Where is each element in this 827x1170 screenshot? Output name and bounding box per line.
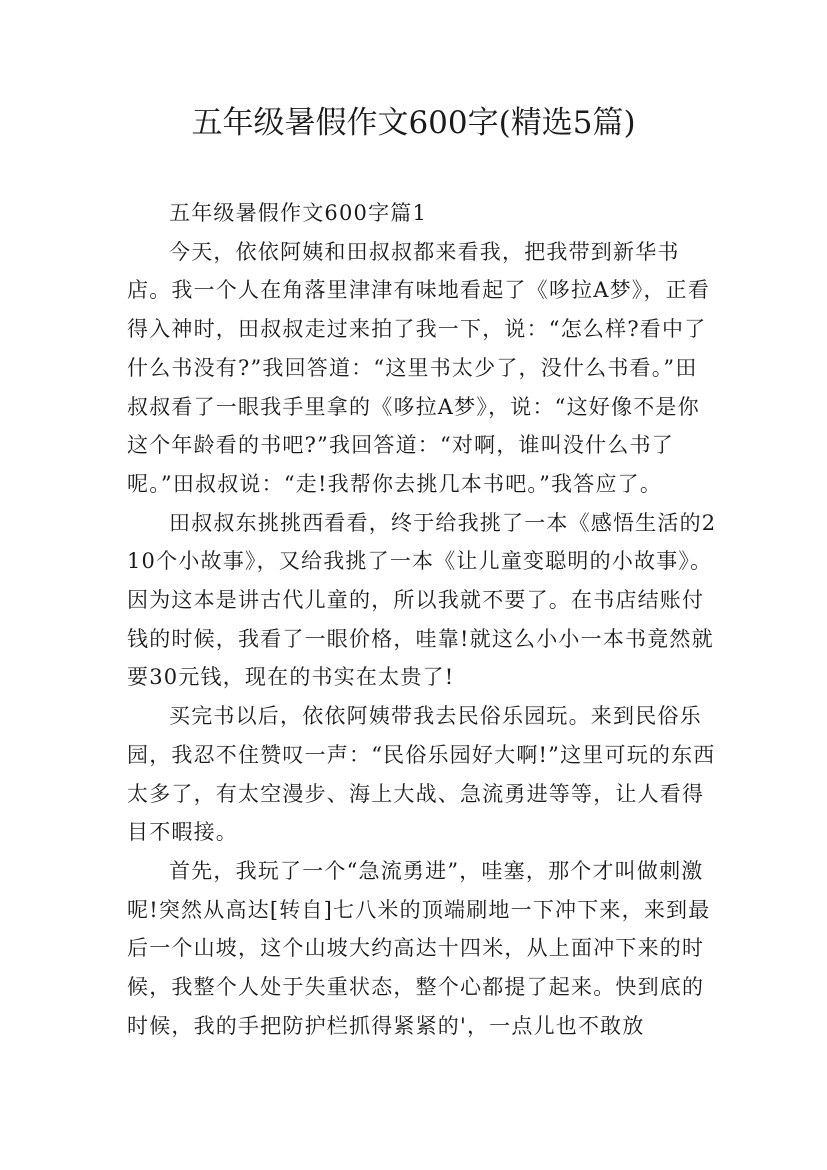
- paragraph-3: 买完书以后，依依阿姨带我去民俗乐园玩。来到民俗乐园，我忍不住赞叹一声：“民俗乐园好大啊!”这里可玩的东西太多了，有太空漫步、海上大战、急流勇进等等，让人看得目不暇接。: [127, 704, 716, 845]
- section-heading: 五年级暑假作文600字篇1: [169, 201, 428, 225]
- paragraph-1: 今天，依依阿姨和田叔叔都来看我，把我带到新华书店。我一个人在角落里津津有味地看起了《哆拉A梦》，正看得入神时，田叔叔走过来拍了我一下，说：“怎么样?看中了什么书没有?”我回答道：“这里书太少了，没什么书看。”田叔叔看了一眼我手里拿的《哆拉A梦》，说：“这好像不是你这个年龄看的书吧?”我回答道：“对啊，谁叫没什么书了呢。”田叔叔说：“走!我帮你去挑几本书吧。”我答应了。: [127, 239, 711, 496]
- document-title: 五年级暑假作文600字(精选5篇): [191, 105, 636, 141]
- document-body: [127, 194, 717, 1045]
- paragraph-2: 田叔叔东挑挑西看看，终于给我挑了一本《感悟生活的210个小故事》，又给我挑了一本《让儿童变聪明的小故事》。因为这本是讲古代儿童的，所以我就不要了。在书店结账付钱的时候，我看了一眼价格，哇靠!就这么小小一本书竟然就要30元钱，现在的书实在太贵了!: [127, 510, 717, 690]
- paragraph-4: 首先，我玩了一个“急流勇进”，哇塞，那个才叫做刺激呢!突然从高达[转自]七八米的顶端刷地一下冲下来，来到最后一个山坡，这个山坡大约高达十四米，从上面冲下来的时候，我整个人处于失重状态，整个心都提了起来。快到底的时候，我的手把防护栏抓得紧紧的'，一点儿也不敢放: [127, 858, 711, 1038]
